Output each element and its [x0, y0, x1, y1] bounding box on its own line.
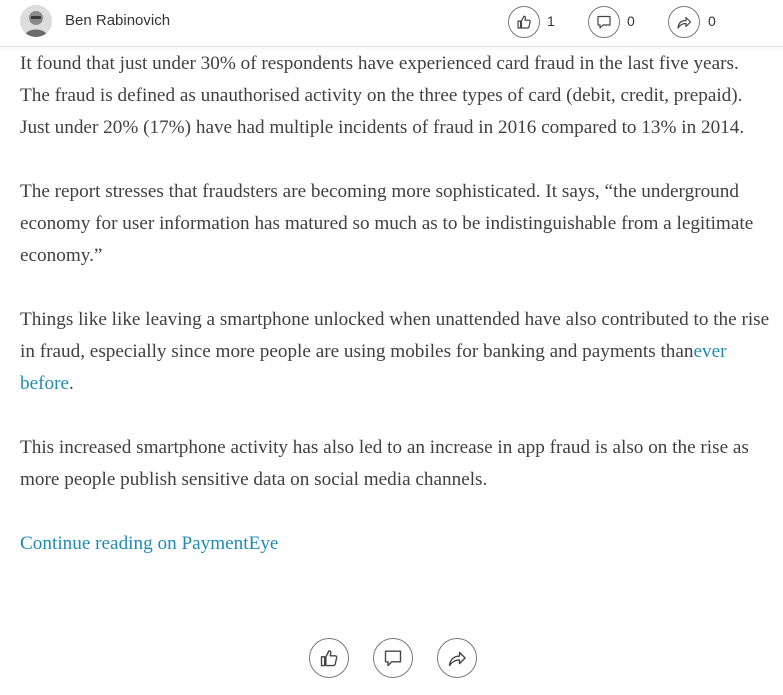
paragraph-app-fraud: This increased smartphone activity has also led to an increase in app fraud is also on the rise as more people publish sensitive data on social media channels. [20, 437, 749, 490]
paragraph-card-fraud-stats: It found that just under 30% of respondents have experienced card fraud in the last five years. The fraud is defined as unauthorised activity on the three types of card (debit, credit, prepaid). Just under 20% (17%) have had multiple incidents of fraud in 2016 compared to 13% in 2014. [20, 53, 745, 138]
thumbs-up-icon [319, 648, 339, 668]
share-icon [676, 14, 692, 30]
author-name[interactable]: Ben Rabinovich [65, 12, 171, 29]
bottom-action-bar [0, 638, 783, 680]
share-icon [447, 648, 467, 668]
sentence-period: . [69, 373, 74, 394]
share-button[interactable] [668, 6, 700, 38]
avatar[interactable] [20, 5, 52, 37]
ever-before-link[interactable]: ever before [20, 341, 727, 394]
author-photo [20, 5, 52, 37]
article-header [0, 0, 783, 47]
likes-count: 1 [547, 13, 555, 29]
continue-reading-link[interactable]: Continue reading on PaymentEye [20, 533, 279, 554]
like-button[interactable] [508, 6, 540, 38]
bottom-share-button[interactable] [437, 638, 477, 678]
bottom-comment-button[interactable] [373, 638, 413, 678]
paragraph-smartphone-risk [20, 304, 770, 400]
bottom-like-button[interactable] [309, 638, 349, 678]
article-body [20, 48, 770, 592]
comment-button[interactable] [588, 6, 620, 38]
comment-icon [383, 648, 403, 668]
shares-count: 0 [708, 13, 716, 29]
comment-icon [596, 14, 612, 30]
paragraph-smartphone-text: Things like like leaving a smartphone unlocked when unattended have also contributed to the rise in fraud, especially since more people are using mobiles for banking and payments than [20, 309, 770, 362]
paragraph-report-quote: The report stresses that fraudsters are becoming more sophisticated. It says, “the underground economy for user information has matured so much as to be indistinguishable from a legitimate economy.” [20, 181, 754, 266]
comments-count: 0 [627, 13, 635, 29]
thumbs-up-icon [516, 14, 532, 30]
continue-reading-paragraph [20, 528, 770, 560]
